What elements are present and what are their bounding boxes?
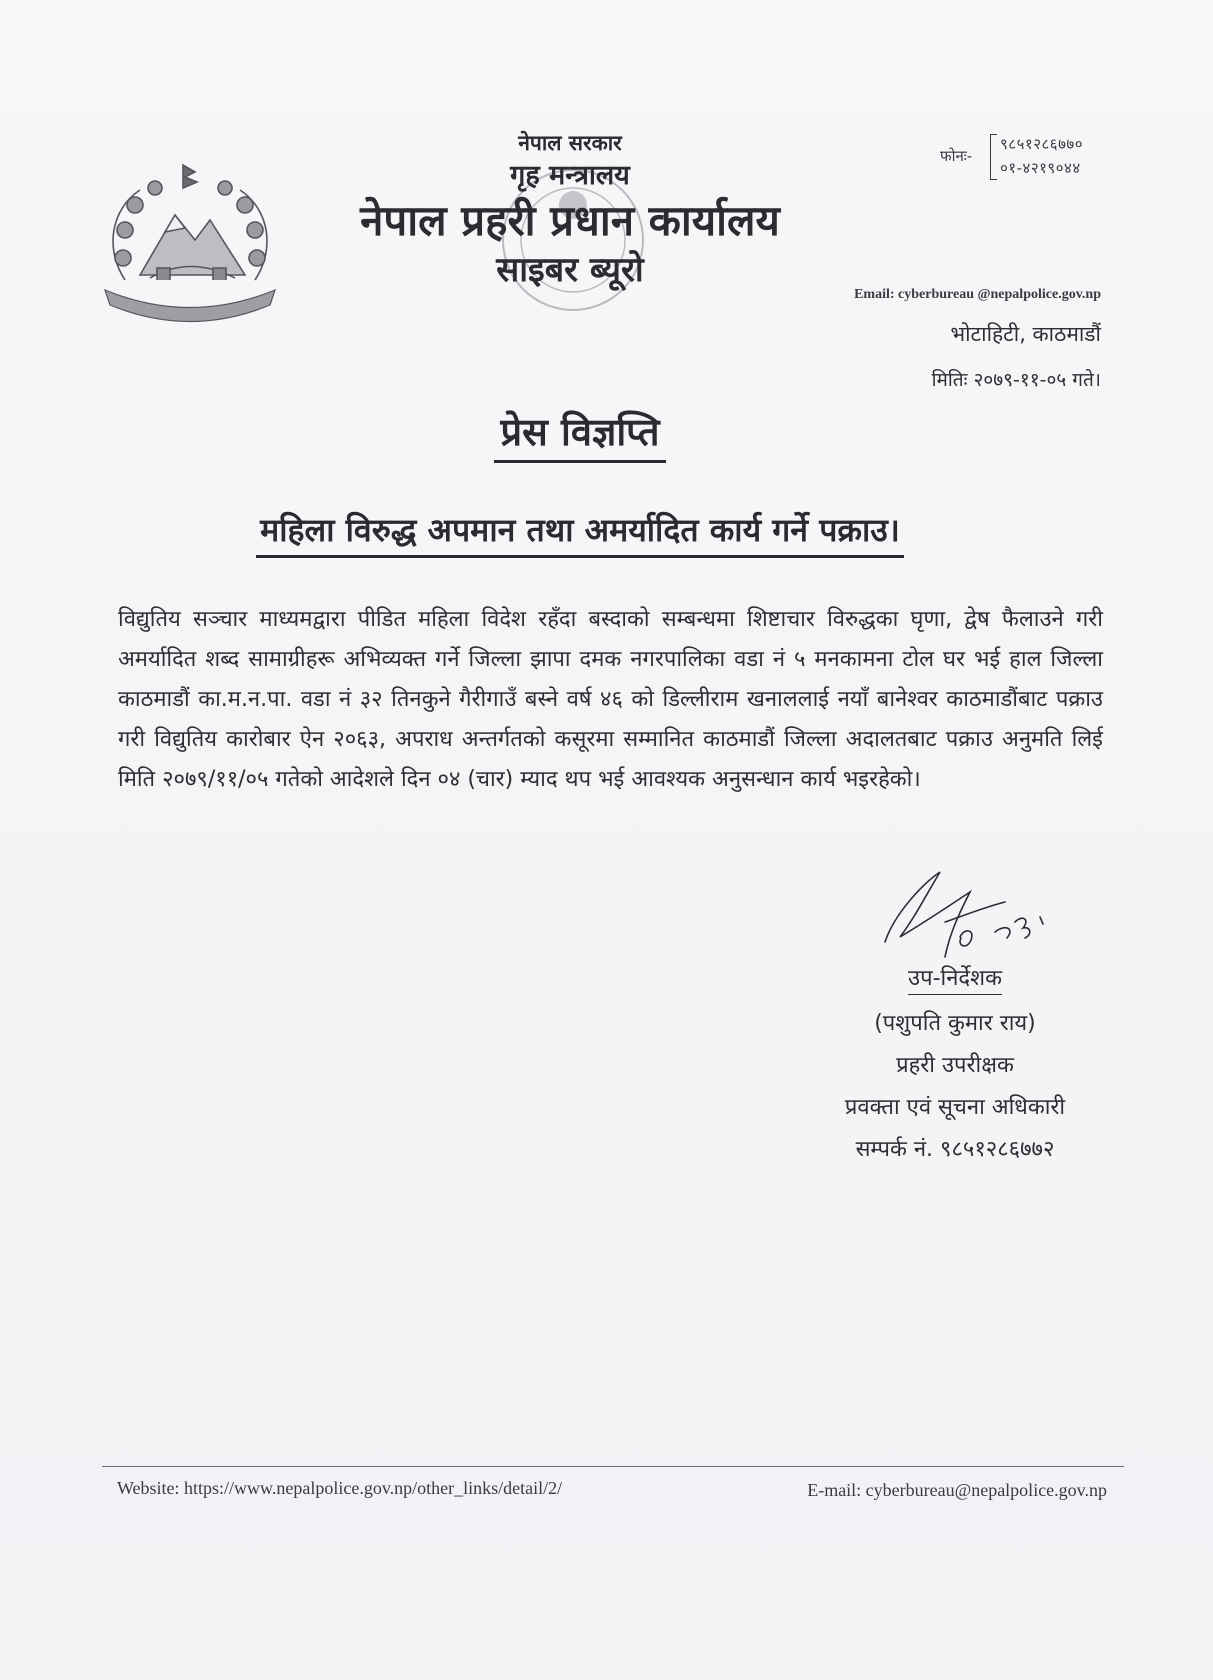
body-paragraph: विद्युतिय सञ्चार माध्यमद्वारा पीडित महिला विदेश रहँदा बस्दाको सम्बन्धमा शिष्टाचार विरुद्धका घृणा, द्वेष फैलाउने गरी अमर्यादित शब्द सामाग्रीहरू अभिव्यक्त गर्ने जिल्ला झापा दमक नगरपालिका वडा नं ५ मनकामना टोल घर भई हाल जिल्ला काठमाडौं का.म.न.पा. वडा नं ३२ तिनकुने गैरीगाउँ बस्ने वर्ष ४६ को डिल्लीराम खनाललाई नयाँ बानेश्वर काठमाडौंबाट पक्राउ गरी विद्युतिय कारोबार ऐन २०६३, अपराध अन्तर्गतको कसूरमा सम्मानित काठमाडौं जिल्ला अदालतबाट पक्राउ अनुमति लिई मिति २०७९/११/०५ गतेको आदेशले दिन ०४ (चार) म्याद थप भई आवश्यक अनुसन्धान कार्य भइरहेको। [118, 607, 1103, 792]
subject-heading-text: महिला विरुद्ध अपमान तथा अमर्यादित कार्य गर्ने पक्राउ। [256, 511, 904, 558]
footer-divider [102, 1466, 1124, 1467]
signatory-rank: प्रहरी उपरीक्षक [896, 1053, 1014, 1078]
footer-email: E-mail: cyberbureau@nepalpolice.gov.np [807, 1480, 1107, 1500]
release-date: मितिः २०७९-११-०५ गते। [931, 369, 1101, 391]
press-release-title-text: प्रेस विज्ञप्ति [494, 410, 665, 463]
signatory-title: उप-निर्देशक [908, 964, 1002, 995]
signatory-block [790, 958, 1120, 1171]
office-address: भोटाहिटी, काठमाडौं [950, 322, 1101, 346]
phone-number-1: ९८५१२८६७७० [1000, 135, 1084, 153]
subject-heading [0, 508, 1160, 551]
press-release-title [0, 405, 1160, 457]
signatory-contact: सम्पर्क नं. ९८५१२८६७७२ [855, 1137, 1055, 1162]
signatory-name: (पशुपति कुमार राय) [874, 1011, 1036, 1036]
signatory-role: प्रवक्ता एवं सूचना अधिकारी [844, 1095, 1066, 1120]
phone-label: फोनः- [940, 147, 973, 165]
office-name: नेपाल प्रहरी प्रधान कार्यालय [360, 196, 780, 245]
bureau-name: साइबर ब्यूरो [496, 250, 644, 290]
nepal-emblem-icon [95, 160, 285, 335]
handwritten-signature [865, 862, 1075, 972]
ministry-name: गृह मन्त्रालय [510, 160, 630, 191]
phone-number-2: ०१-४२१९०४४ [1000, 159, 1081, 177]
header-email: Email: cyberbureau @nepalpolice.gov.np [854, 287, 1101, 302]
footer-website: Website: https://www.nepalpolice.gov.np/other_links/detail/2/ [117, 1478, 563, 1498]
government-name: नेपाल सरकार [518, 131, 622, 155]
letterhead [290, 128, 850, 292]
phone-bracket [990, 134, 997, 180]
